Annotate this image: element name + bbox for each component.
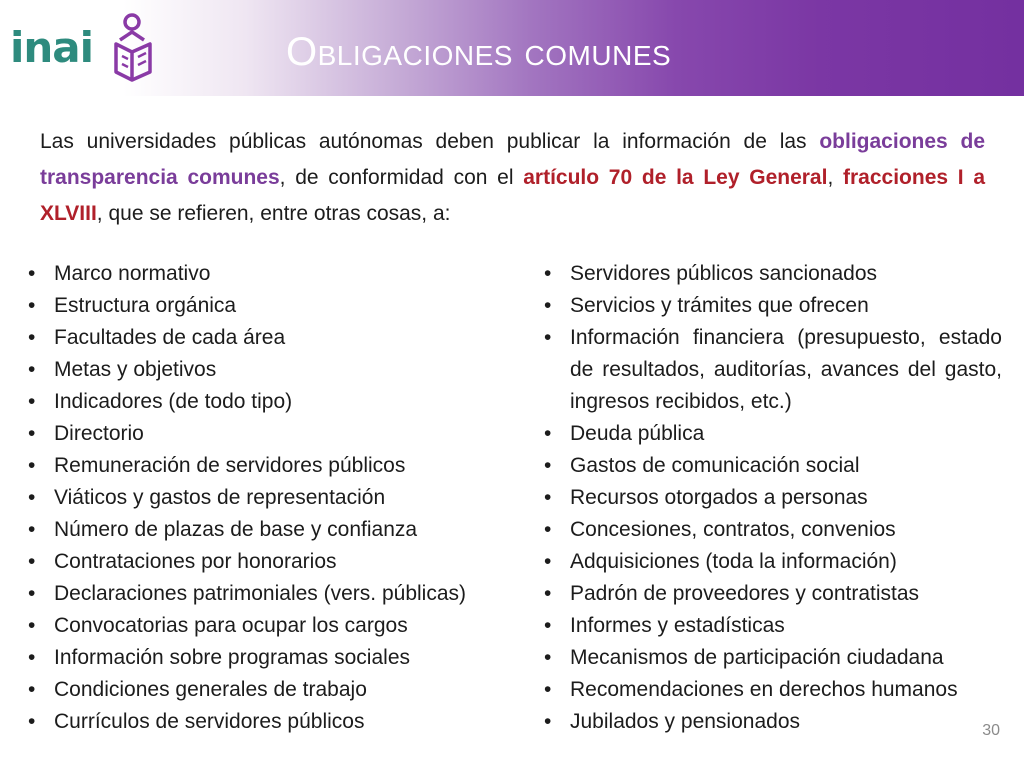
intro-text-2: , de conformidad con el bbox=[279, 166, 524, 189]
page-number: 30 bbox=[982, 722, 1000, 739]
intro-paragraph bbox=[40, 124, 985, 232]
list-item: • Recomendaciones en derechos humanos bbox=[536, 674, 1002, 706]
intro-text-3: , bbox=[827, 166, 843, 189]
logo-text: inai bbox=[10, 23, 94, 72]
list-item: • Información financiera (presupuesto, estado de resultados, auditorías, avances del gasto, ingresos recibidos, etc.) bbox=[536, 322, 1002, 418]
list-item: • Metas y objetivos bbox=[20, 354, 520, 386]
inai-logo bbox=[10, 10, 160, 86]
list-item: • Convocatorias para ocupar los cargos bbox=[20, 610, 520, 642]
intro-highlight-articulo: artículo 70 de la Ley General bbox=[523, 166, 828, 189]
page-title: Obligaciones comunes bbox=[286, 30, 672, 74]
list-item: • Directorio bbox=[20, 418, 520, 450]
intro-text-1: Las universidades públicas autónomas deben publicar la información de las bbox=[40, 130, 820, 153]
intro-text-4: , que se refieren, entre otras cosas, a: bbox=[96, 202, 451, 225]
list-item: • Concesiones, contratos, convenios bbox=[536, 514, 1002, 546]
list-item: • Estructura orgánica bbox=[20, 290, 520, 322]
list-item: • Gastos de comunicación social bbox=[536, 450, 1002, 482]
list-item: • Marco normativo bbox=[20, 258, 520, 290]
list-item: • Remuneración de servidores públicos bbox=[20, 450, 520, 482]
intro-highlight-obligaciones: obligaciones de transparencia comunes bbox=[40, 130, 986, 189]
list-item: • Currículos de servidores públicos bbox=[20, 706, 520, 738]
list-item: • Deuda pública bbox=[536, 418, 1002, 450]
list-item: • Indicadores (de todo tipo) bbox=[20, 386, 520, 418]
list-item: • Viáticos y gastos de representación bbox=[20, 482, 520, 514]
right-bullet-list bbox=[536, 258, 1002, 738]
list-item: • Información sobre programas sociales bbox=[20, 642, 520, 674]
list-item: • Servicios y trámites que ofrecen bbox=[536, 290, 1002, 322]
list-item: • Declaraciones patrimoniales (vers. públicas) bbox=[20, 578, 520, 610]
list-item: • Número de plazas de base y confianza bbox=[20, 514, 520, 546]
intro-highlight-fracciones: fracciones I a XLVIII bbox=[40, 166, 986, 225]
list-item: • Informes y estadísticas bbox=[536, 610, 1002, 642]
list-item: • Padrón de proveedores y contratistas bbox=[536, 578, 1002, 610]
left-bullet-list bbox=[20, 258, 520, 738]
list-item: • Servidores públicos sancionados bbox=[536, 258, 1002, 290]
list-item: • Condiciones generales de trabajo bbox=[20, 674, 520, 706]
person-book-icon bbox=[110, 12, 160, 84]
list-item: • Jubilados y pensionados bbox=[536, 706, 1002, 738]
header-band bbox=[0, 0, 1024, 96]
list-item: • Adquisiciones (toda la información) bbox=[536, 546, 1002, 578]
list-item: • Recursos otorgados a personas bbox=[536, 482, 1002, 514]
list-item: • Mecanismos de participación ciudadana bbox=[536, 642, 1002, 674]
list-item: • Facultades de cada área bbox=[20, 322, 520, 354]
list-item: • Contrataciones por honorarios bbox=[20, 546, 520, 578]
